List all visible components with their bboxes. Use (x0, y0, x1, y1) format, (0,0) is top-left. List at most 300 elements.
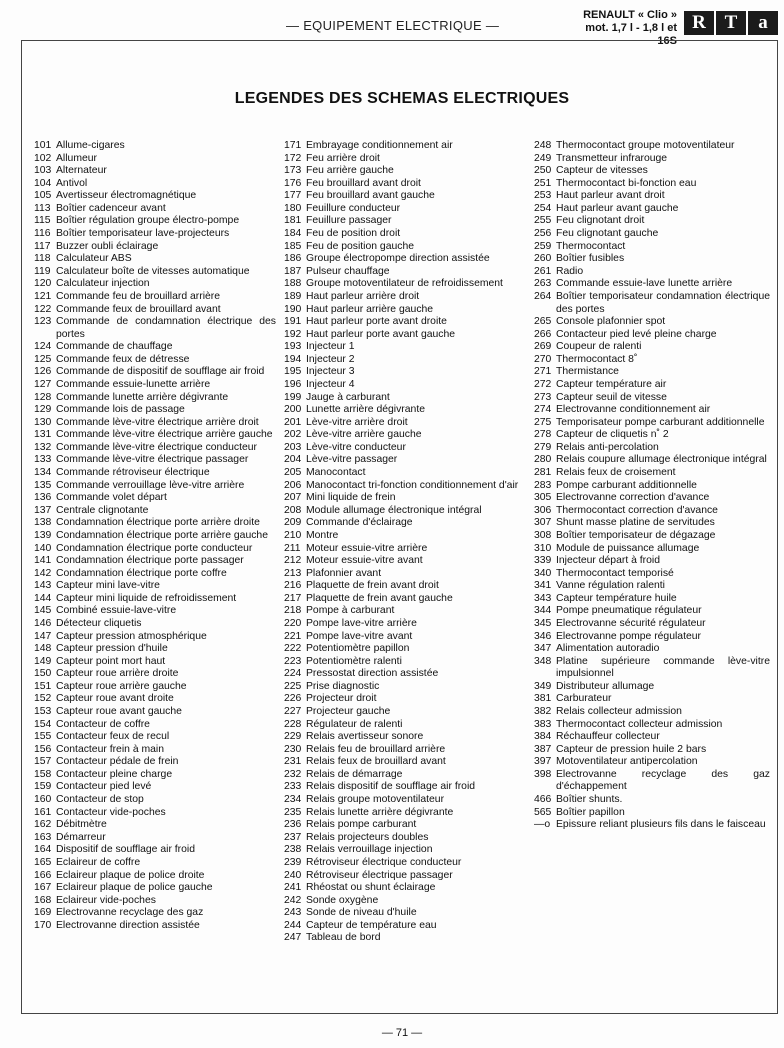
legend-number: 124 (34, 341, 52, 353)
legend-description: Boîtier shunts. (556, 794, 623, 806)
page-number: — 71 — (381, 1027, 423, 1039)
legend-description: Injecteur 1 (306, 341, 355, 353)
engine-variants: mot. 1,7 l - 1,8 l et 16S (585, 22, 677, 47)
legend-description: Capteur mini liquide de refroidissement (56, 592, 237, 604)
legend-number: 224 (284, 668, 302, 680)
legend-description: Moteur essuie-vitre avant (306, 555, 423, 567)
legend-entry (534, 291, 770, 316)
legend-number: 201 (284, 416, 302, 428)
legend-entry (284, 291, 520, 304)
legend-number: 261 (534, 265, 552, 277)
legend-description: Haut parleur arrière gauche (306, 303, 434, 315)
legend-entry (284, 794, 520, 807)
legend-number: 154 (34, 718, 52, 730)
legend-number: 220 (284, 617, 302, 629)
legend-description: Calculateur ABS (56, 253, 132, 265)
legend-description: Capteur mini lave-vitre (56, 580, 160, 592)
legend-number: 264 (534, 290, 552, 302)
legend-column-2 (284, 140, 520, 945)
legend-description: Groupe motoventilateur de refroidissement (306, 278, 503, 290)
legend-description: Capteur de vitesses (556, 165, 648, 177)
legend-entry (534, 392, 770, 405)
legend-entry (284, 807, 520, 820)
page-title: LEGENDES DES SCHEMAS ELECTRIQUES (234, 90, 570, 107)
section-title: — EQUIPEMENT ELECTRIQUE — (286, 18, 500, 33)
legend-entry (284, 266, 520, 279)
legend-number: 167 (34, 882, 52, 894)
legend-number: 204 (284, 454, 302, 466)
legend-number: 281 (534, 467, 552, 479)
legend-entry (284, 190, 520, 203)
legend-entry (534, 316, 770, 329)
legend-number: 169 (34, 907, 52, 919)
legend-description: Avertisseur électromagnétique (56, 190, 197, 202)
legend-number: 341 (534, 580, 552, 592)
legend-number: 185 (284, 240, 302, 252)
legend-number: 157 (34, 756, 52, 768)
legend-entry (534, 492, 770, 505)
legend-description: Thermocontact 8˚ (556, 353, 638, 365)
legend-entry (284, 253, 520, 266)
legend-number: 382 (534, 706, 552, 718)
legend-description: Relais avertisseur sonore (306, 731, 424, 743)
legend-description: Relais feux de brouillard avant (306, 756, 446, 768)
legend-entry (284, 882, 520, 895)
legend-entry (534, 530, 770, 543)
legend-description: Feu clignotant gauche (556, 228, 659, 240)
legend-description: Alimentation autoradio (556, 643, 660, 655)
legend-description: Lève-vitre arrière droit (306, 416, 408, 428)
legend-number: 239 (284, 856, 302, 868)
legend-number: 269 (534, 341, 552, 353)
legend-entry (534, 656, 770, 681)
legend-number: 181 (284, 215, 302, 227)
legend-description: Boîtier papillon (556, 806, 625, 818)
legend-number: 247 (284, 932, 302, 944)
legend-entry (534, 744, 770, 757)
legend-description: Relais pompe carburant (306, 819, 417, 831)
legend-number: 134 (34, 467, 52, 479)
legend-description: Relais projecteurs doubles (306, 831, 429, 843)
legend-number: 120 (34, 278, 52, 290)
legend-number: 383 (534, 718, 552, 730)
legend-number: 345 (534, 617, 552, 629)
legend-entry (284, 631, 520, 644)
legend-description: Plaquette de frein avant gauche (306, 592, 453, 604)
legend-number: 142 (34, 567, 52, 579)
legend-description: Capteur pression atmosphérique (56, 630, 207, 642)
legend-entry (534, 731, 770, 744)
legend-number: 101 (34, 140, 52, 151)
legend-description: Haut parleur avant gauche (556, 202, 679, 214)
legend-number: 127 (34, 378, 52, 390)
legend-number: 254 (534, 202, 552, 214)
legend-entry (284, 341, 520, 354)
legend-description: Feu clignotant droit (556, 215, 645, 227)
legend-number: 117 (34, 240, 51, 252)
legend-entry (534, 505, 770, 518)
legend-number: 256 (534, 228, 552, 240)
legend-entry (34, 442, 276, 455)
legend-entry (34, 241, 276, 254)
legend-number: 160 (34, 794, 52, 806)
legend-number: 159 (34, 781, 52, 793)
legend-number: 123 (34, 316, 52, 328)
legend-description: Allumeur (56, 152, 97, 164)
legend-entry (34, 178, 276, 191)
legend-number: 192 (284, 328, 302, 340)
legend-number: 271 (534, 366, 552, 378)
legend-entry (284, 316, 520, 329)
legend-entry (534, 366, 770, 379)
legend-description: Alternateur (56, 165, 107, 177)
legend-description: Electrovanne sécurité régulateur (556, 617, 706, 629)
legend-number: 146 (34, 617, 52, 629)
legend-description: Commande d'éclairage (306, 517, 413, 529)
legend-number: 212 (284, 555, 302, 567)
legend-entry (34, 807, 276, 820)
legend-entry (534, 203, 770, 216)
legend-entry (34, 668, 276, 681)
legend-description: Condamnation électrique porte conducteur (56, 542, 253, 554)
legend-description: Feu de position droit (306, 228, 401, 240)
legend-description: Relais feu de brouillard arrière (306, 743, 446, 755)
legend-entry (284, 480, 520, 493)
legend-description: Eclaireur vide-poches (56, 894, 156, 906)
legend-entry (284, 165, 520, 178)
legend-number: 161 (34, 806, 52, 818)
legend-description: Electrovanne correction d'avance (556, 492, 710, 504)
legend-number: 133 (34, 454, 52, 466)
legend-number: 164 (34, 844, 52, 856)
legend-description: Coupeur de ralenti (556, 341, 642, 353)
legend-description: Electrovanne conditionnement air (556, 404, 711, 416)
legend-entry (284, 668, 520, 681)
legend-number: 251 (534, 177, 552, 189)
legend-description: Lunette arrière dégivrante (306, 404, 425, 416)
legend-column-1 (34, 140, 276, 932)
legend-number: 216 (284, 580, 302, 592)
legend-description: Contacteur pleine charge (56, 768, 173, 780)
legend-entry (284, 228, 520, 241)
legend-description: Feuillure conducteur (306, 202, 401, 214)
legend-entry (34, 693, 276, 706)
legend-number: 173 (284, 165, 302, 177)
legend-entry (34, 656, 276, 669)
legend-entry (534, 480, 770, 493)
legend-number: 170 (34, 919, 52, 931)
legend-number: 211 (284, 542, 301, 554)
legend-entry (34, 379, 276, 392)
legend-description: Module allumage électronique intégral (306, 504, 482, 516)
legend-number: 263 (534, 278, 552, 290)
legend-number: 104 (34, 177, 52, 189)
legend-number: 266 (534, 328, 552, 340)
legend-description: Calculateur boîte de vitesses automatique (56, 265, 250, 277)
legend-entry (34, 278, 276, 291)
legend-description: Relais feux de croisement (556, 467, 676, 479)
legend-description: Haut parleur porte avant gauche (306, 328, 456, 340)
legend-description: Injecteur 4 (306, 378, 355, 390)
legend-description: Boîtier temporisateur lave-projecteurs (56, 228, 230, 240)
legend-number: 176 (284, 177, 302, 189)
legend-description: Calculateur injection (56, 278, 150, 290)
legend-entry (284, 429, 520, 442)
legend-entry (34, 819, 276, 832)
legend-number: 225 (284, 680, 302, 692)
legend-description: Electrovanne recyclage des gaz d'échappement (556, 768, 770, 793)
legend-number: 194 (284, 353, 302, 365)
legend-entry (534, 178, 770, 191)
legend-entry (534, 429, 770, 442)
legend-description: Capteur roue arrière gauche (56, 680, 187, 692)
legend-number: 248 (534, 140, 552, 151)
legend-number: 138 (34, 517, 52, 529)
legend-number: 249 (534, 152, 552, 164)
legend-entry (284, 593, 520, 606)
legend-entry (34, 920, 276, 933)
legend-number: 238 (284, 844, 302, 856)
legend-description: Commande verrouillage lève-vitre arrière (56, 479, 245, 491)
legend-number: 397 (534, 756, 552, 768)
legend-entry (534, 706, 770, 719)
legend-entry (34, 429, 276, 442)
legend-entry (284, 605, 520, 618)
legend-description: Relais de démarrage (306, 768, 403, 780)
legend-entry (34, 631, 276, 644)
legend-description: Vanne régulation ralenti (556, 580, 665, 592)
legend-description: Thermocontact collecteur admission (556, 718, 723, 730)
legend-entry (534, 807, 770, 820)
legend-number: 308 (534, 529, 552, 541)
legend-number: 137 (34, 504, 52, 516)
legend-entry (534, 819, 770, 832)
legend-description: Rétroviseur électrique passager (306, 869, 453, 881)
legend-number: 255 (534, 215, 552, 227)
legend-description: Dispositif de soufflage air froid (56, 844, 196, 856)
legend-number: 279 (534, 441, 552, 453)
legend-entry (534, 215, 770, 228)
legend-number: 339 (534, 555, 552, 567)
legend-description: Haut parleur avant droit (556, 190, 665, 202)
legend-number: 188 (284, 278, 302, 290)
legend-description: Allume-cigares (56, 140, 125, 151)
legend-number: 189 (284, 290, 302, 302)
legend-description: Feu de position gauche (306, 240, 415, 252)
legend-description: Thermocontact bi-fonction eau (556, 177, 697, 189)
legend-number: 253 (534, 190, 552, 202)
legend-description: Thermistance (556, 366, 619, 378)
legend-description: Centrale clignotante (56, 504, 149, 516)
legend-number: 132 (34, 441, 52, 453)
legend-description: Débitmètre (56, 819, 107, 831)
legend-description: Embrayage conditionnement air (306, 140, 453, 151)
legend-description: Boîtier régulation groupe électro-pompe (56, 215, 240, 227)
legend-entry (284, 920, 520, 933)
legend-description: Relais dispositif de soufflage air froid (306, 781, 476, 793)
legend-number: 165 (34, 856, 52, 868)
legend-description: Injecteur départ à froid (556, 555, 660, 567)
legend-entry (534, 140, 770, 153)
legend-entry (34, 643, 276, 656)
legend-description: Condamnation électrique porte passager (56, 555, 244, 567)
legend-number: 135 (34, 479, 52, 491)
legend-description: Commande lève-vitre électrique conducteur (56, 441, 257, 453)
legend-description: Capteur pression d'huile (56, 643, 168, 655)
legend-entry (284, 530, 520, 543)
legend-description: Transmetteur infrarouge (556, 152, 668, 164)
legend-number: 283 (534, 479, 552, 491)
legend-description: Commande feux de brouillard avant (56, 303, 221, 315)
legend-entry (284, 417, 520, 430)
legend-description: Thermocontact groupe motoventilateur (556, 140, 735, 151)
legend-number: 306 (534, 504, 552, 516)
legend-number: 186 (284, 253, 302, 265)
legend-description: Thermocontact (556, 240, 626, 252)
legend-entry (534, 341, 770, 354)
legend-number: 209 (284, 517, 302, 529)
legend-number: 223 (284, 655, 302, 667)
legend-number: 172 (284, 152, 302, 164)
legend-description: Capteur température huile (556, 592, 677, 604)
legend-number: 310 (534, 542, 552, 554)
legend-entry (34, 341, 276, 354)
legend-number: 187 (284, 265, 302, 277)
legend-number: 222 (284, 643, 302, 655)
legend-number: 218 (284, 605, 302, 617)
legend-description: Platine supérieure commande lève-vitre impulsionnel (556, 655, 770, 680)
legend-entry (534, 404, 770, 417)
legend-entry (34, 895, 276, 908)
legend-entry (34, 228, 276, 241)
legend-entry (534, 681, 770, 694)
legend-description: Contacteur frein à main (56, 743, 165, 755)
legend-entry (534, 580, 770, 593)
legend-column-3 (534, 140, 770, 832)
legend-entry (34, 882, 276, 895)
legend-number: 156 (34, 743, 52, 755)
legend-number: 240 (284, 869, 302, 881)
legend-description: Commande lève-vitre électrique passager (56, 454, 249, 466)
legend-description: Contacteur pied levé (56, 781, 152, 793)
legend-number: 136 (34, 492, 52, 504)
legend-number: 234 (284, 794, 302, 806)
legend-description: Tableau de bord (306, 932, 381, 944)
legend-number: 131 (34, 429, 52, 441)
legend-entry (34, 316, 276, 341)
legend-entry (284, 404, 520, 417)
legend-number: —o (534, 819, 551, 831)
legend-description: Electrovanne direction assistée (56, 919, 200, 931)
legend-number: 565 (534, 806, 552, 818)
legend-number: 272 (534, 378, 552, 390)
legend-entry (34, 392, 276, 405)
legend-number: 206 (284, 479, 302, 491)
legend-description: Console plafonnier spot (556, 316, 666, 328)
legend-entry (284, 832, 520, 845)
legend-description: Carburateur (556, 693, 612, 705)
legend-number: 221 (284, 630, 302, 642)
legend-description: Capteur point mort haut (56, 655, 166, 667)
legend-description: Commande de dispositif de soufflage air froid (56, 366, 265, 378)
legend-number: 193 (284, 341, 302, 353)
legend-description: Manocontact (306, 467, 366, 479)
legend-entry (284, 681, 520, 694)
legend-number: 236 (284, 819, 302, 831)
legend-description: Thermocontact correction d'avance (556, 504, 718, 516)
legend-entry (284, 580, 520, 593)
legend-entry (34, 832, 276, 845)
legend-entry (34, 593, 276, 606)
legend-description: Temporisateur pompe carburant additionnelle (556, 416, 765, 428)
legend-description: Lève-vitre arrière gauche (306, 429, 422, 441)
legend-description: Buzzer oubli éclairage (56, 240, 159, 252)
legend-description: Feu arrière gauche (306, 165, 394, 177)
legend-entry (34, 580, 276, 593)
legend-description: Lève-vitre passager (306, 454, 398, 466)
legend-entry (534, 454, 770, 467)
page-header (0, 0, 784, 47)
legend-number: 149 (34, 655, 52, 667)
legend-entry (534, 467, 770, 480)
legend-description: Eclaireur de coffre (56, 856, 141, 868)
legend-entry (284, 379, 520, 392)
legend-number: 210 (284, 529, 302, 541)
legend-entry (534, 278, 770, 291)
legend-description: Electrovanne recyclage des gaz (56, 907, 204, 919)
legend-description: Eclaireur plaque de police gauche (56, 882, 213, 894)
legend-description: Relais lunette arrière dégivrante (306, 806, 454, 818)
legend-number: 233 (284, 781, 302, 793)
vehicle-model: RENAULT « Clio » (583, 9, 677, 21)
legend-entry (34, 153, 276, 166)
legend-number: 125 (34, 353, 52, 365)
legend-entry (34, 568, 276, 581)
legend-entry (34, 731, 276, 744)
legend-description: Réchauffeur collecteur (556, 731, 660, 743)
legend-number: 128 (34, 391, 52, 403)
legend-number: 237 (284, 831, 302, 843)
legend-number: 208 (284, 504, 302, 516)
legend-entry (284, 731, 520, 744)
legend-description: Commande lève-vitre électrique arrière droit (56, 416, 259, 428)
legend-entry (534, 693, 770, 706)
legend-entry (534, 756, 770, 769)
legend-entry (34, 492, 276, 505)
legend-number: 151 (34, 680, 52, 692)
legend-entry (284, 932, 520, 945)
legend-description: Capteur roue avant droite (56, 693, 174, 705)
legend-description: Capteur roue avant gauche (56, 706, 182, 718)
legend-entry (34, 907, 276, 920)
legend-number: 278 (534, 429, 552, 441)
legend-number: 384 (534, 731, 552, 743)
legend-number: 273 (534, 391, 552, 403)
legend-number: 203 (284, 441, 302, 453)
legend-description: Pompe carburant additionnelle (556, 479, 697, 491)
legend-entry (34, 190, 276, 203)
legend-entry (284, 153, 520, 166)
legend-description: Motoventilateur antipercolation (556, 756, 698, 768)
legend-description: Potentiomètre ralenti (306, 655, 402, 667)
legend-entry (534, 442, 770, 455)
legend-entry (284, 568, 520, 581)
legend-entry (534, 417, 770, 430)
legend-entry (534, 555, 770, 568)
legend-entry (534, 354, 770, 367)
legend-entry (284, 744, 520, 757)
legend-entry (284, 656, 520, 669)
